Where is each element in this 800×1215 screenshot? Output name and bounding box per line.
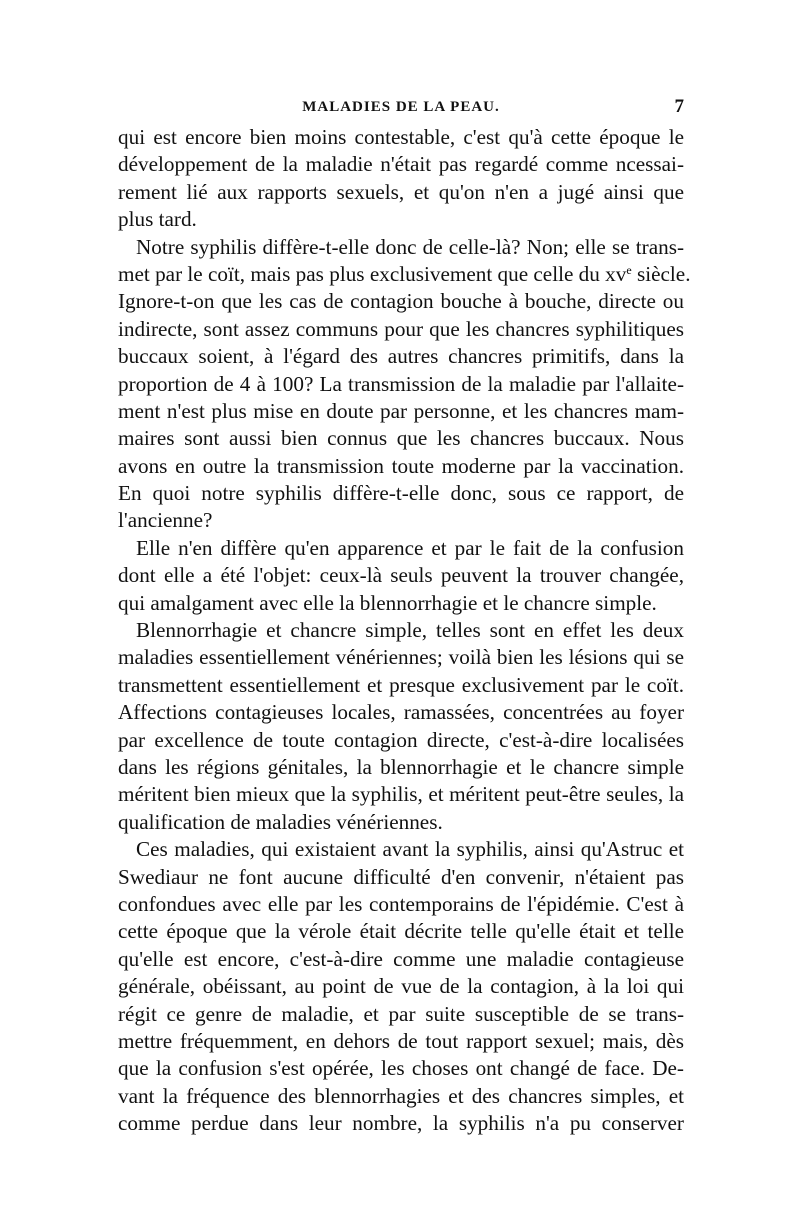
text-line: Ces maladies, qui existaient avant la syphilis, ainsi qu'Astruc et: [136, 837, 684, 862]
paragraph: [118, 535, 684, 617]
text-line: ment n'est plus mise en doute par personne, et les chancres mam-: [118, 398, 684, 423]
text-line: par excellence de toute contagion directe, c'est-à-dire localisées: [118, 727, 684, 752]
paragraph: [118, 234, 691, 535]
text-line: Ignore-t-on que les cas de contagion bouche à bouche, directe ou: [118, 289, 684, 314]
running-head: [118, 96, 684, 118]
text-line: vant la fréquence des blennorrhagies et des chancres simples, et: [118, 1083, 684, 1108]
text-line: [118, 261, 691, 288]
text-line: Affections contagieuses locales, ramassées, concentrées au foyer: [118, 700, 684, 725]
text-line: qui amalgament avec elle la blennorrhagie et le chancre simple.: [118, 590, 657, 615]
text-line: rement lié aux rapports sexuels, et qu'on n'en a jugé ainsi que: [118, 179, 684, 204]
text-line: qualification de maladies vénériennes.: [118, 809, 443, 834]
text-line: qui est encore bien moins contestable, c'est qu'à cette époque le: [118, 125, 684, 149]
paragraph: [118, 124, 684, 234]
text-segment: met par le coït, mais pas plus exclusivement que celle du xv: [118, 261, 627, 286]
text-segment: siècle.: [631, 261, 691, 286]
text-line: buccaux soient, à l'égard des autres chancres primitifs, dans la: [118, 344, 684, 369]
text-line: dans les régions génitales, la blennorrhagie et le chancre simple: [118, 754, 684, 779]
paragraph: [118, 836, 684, 1137]
text-line: plus tard.: [118, 207, 197, 232]
text-line: qu'elle est encore, c'est-à-dire comme une maladie contagieuse: [118, 946, 684, 971]
text-line: Elle n'en diffère qu'en apparence et par le fait de la confusion: [136, 535, 684, 560]
text-line: méritent bien mieux que la syphilis, et méritent peut-être seules, la: [118, 782, 684, 807]
text-line: régit ce genre de maladie, et par suite susceptible de se trans-: [118, 1001, 684, 1026]
text-line: confondues avec elle par les contemporains de l'épidémie. C'est à: [118, 891, 684, 916]
text-line: Notre syphilis diffère-t-elle donc de celle-là? Non; elle se trans-: [136, 234, 684, 259]
text-line: maladies essentiellement vénériennes; voilà bien les lésions qui se: [118, 645, 684, 670]
body-text: [118, 124, 691, 1137]
text-line: dont elle a été l'objet: ceux-là seuls peuvent la trouver changée,: [118, 563, 684, 588]
text-line: développement de la maladie n'était pas regardé comme ncessai-: [118, 152, 684, 177]
superscript: e: [626, 262, 632, 277]
text-line: Swediaur ne font aucune difficulté d'en convenir, n'étaient pas: [118, 864, 684, 889]
text-line: cette époque que la vérole était décrite telle qu'elle était et telle: [118, 919, 684, 944]
text-line: En quoi notre syphilis diffère-t-elle donc, sous ce rapport, de: [118, 481, 684, 506]
text-line: l'ancienne?: [118, 508, 213, 533]
text-line: avons en outre la transmission toute moderne par la vaccination.: [118, 453, 684, 478]
text-line: transmettent essentiellement et presque exclusivement par le coït.: [118, 672, 684, 697]
text-line: mettre fréquemment, en dehors de tout rapport sexuel; mais, dès: [118, 1028, 684, 1053]
text-line: Blennorrhagie et chancre simple, telles sont en effet les deux: [136, 618, 684, 643]
running-title: MALADIES DE LA PEAU.: [302, 99, 500, 115]
text-line: maires sont aussi bien connus que les chancres buccaux. Nous: [118, 426, 684, 451]
text-line: comme perdue dans leur nombre, la syphilis n'a pu conserver: [118, 1111, 684, 1136]
page-number: 7: [674, 96, 684, 117]
paragraph: [118, 617, 684, 836]
text-line: indirecte, sont assez communs pour que les chancres syphilitiques: [118, 316, 684, 341]
text-line: générale, obéissant, au point de vue de la contagion, à la loi qui: [118, 974, 684, 999]
text-line: proportion de 4 à 100? La transmission de la maladie par l'allaite-: [118, 371, 684, 396]
text-line: que la confusion s'est opérée, les choses ont changé de face. De-: [118, 1056, 684, 1081]
